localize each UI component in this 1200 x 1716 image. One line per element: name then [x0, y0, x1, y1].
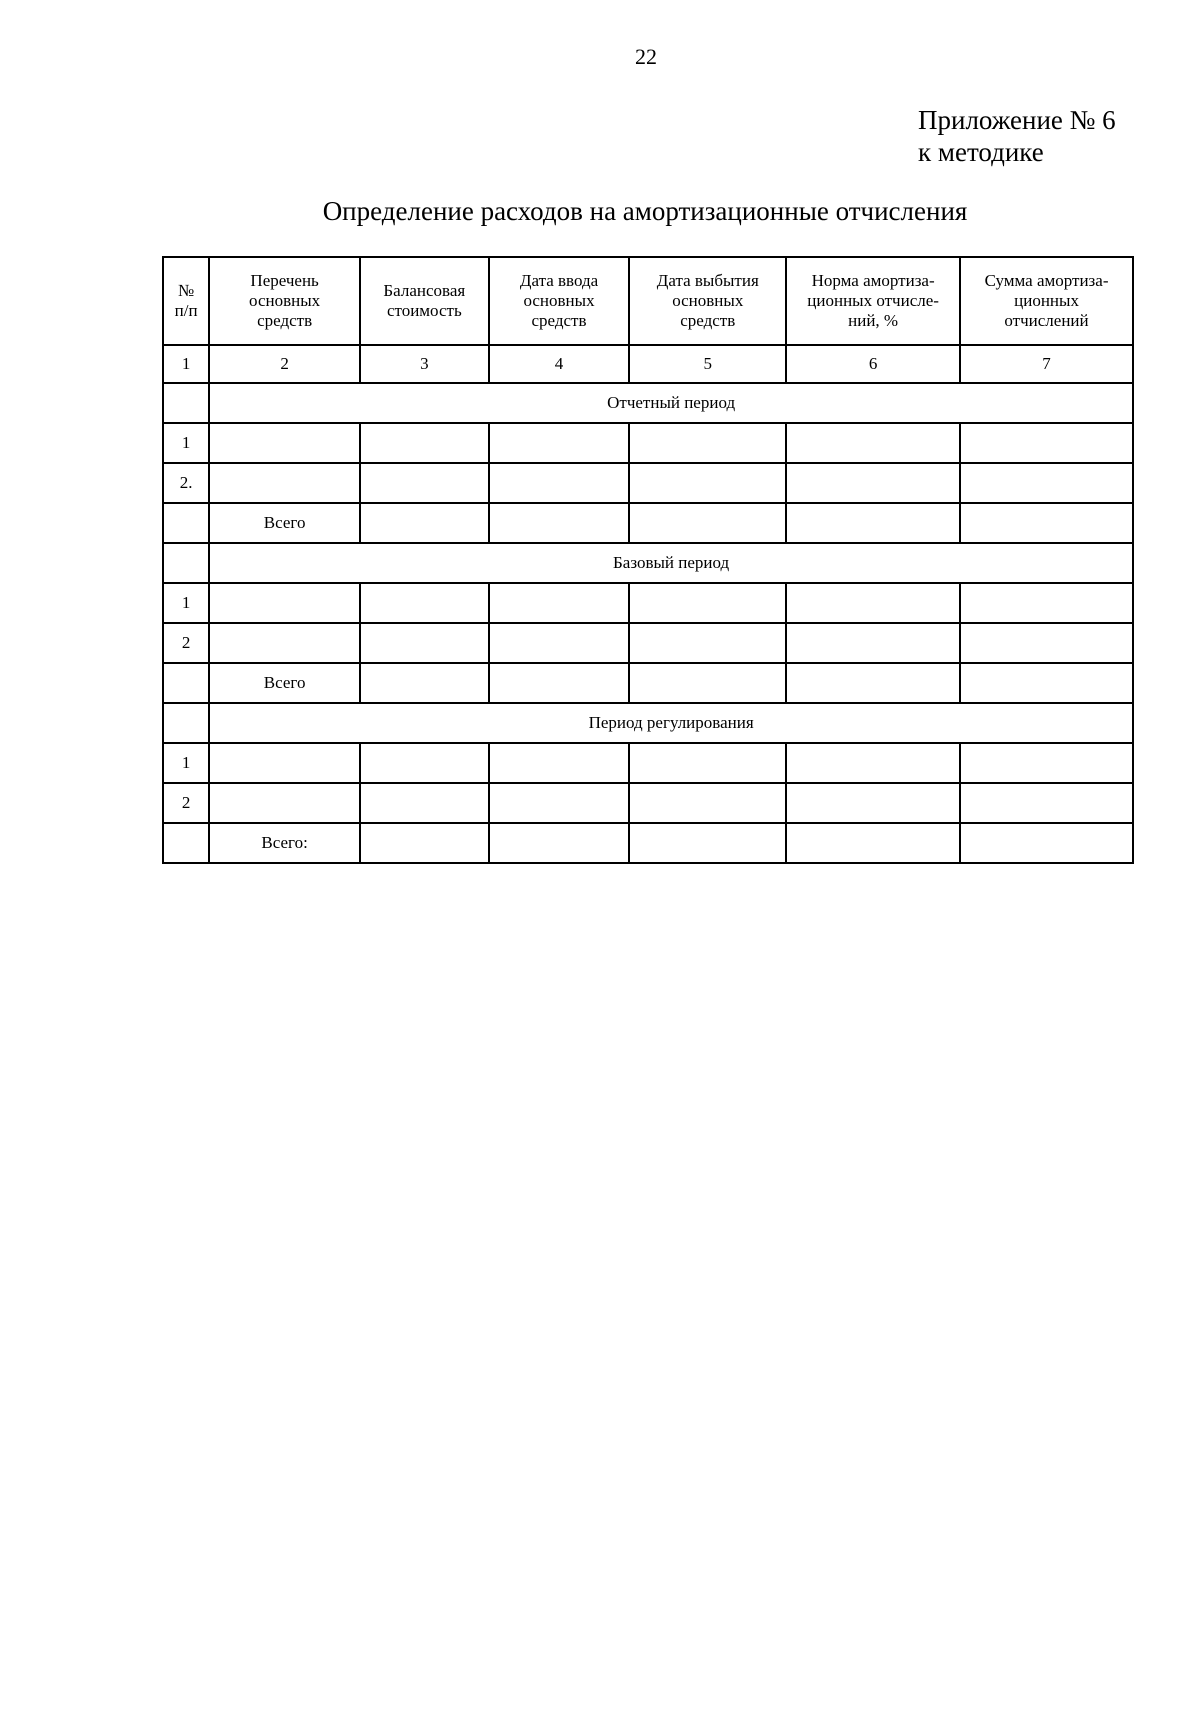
header-cell: Норма амортиза- ционных отчисле- ний, % — [786, 257, 960, 345]
table-cell — [629, 463, 786, 503]
header-cell: Перечень основных средств — [209, 257, 360, 345]
table-cell — [960, 423, 1133, 463]
table-cell — [360, 463, 489, 503]
table-cell — [786, 823, 960, 863]
appendix-line-1: Приложение № 6 — [918, 105, 1116, 135]
row-label: Всего — [209, 503, 360, 543]
row-label — [209, 423, 360, 463]
depreciation-table — [162, 256, 1134, 864]
table-cell — [360, 823, 489, 863]
table-row — [163, 583, 1133, 623]
table-cell — [786, 583, 960, 623]
table-row — [163, 463, 1133, 503]
table-cell — [360, 583, 489, 623]
section-title: Отчетный период — [209, 383, 1133, 423]
table-cell — [786, 663, 960, 703]
row-label: Всего: — [209, 823, 360, 863]
section-row-base-period — [163, 543, 1133, 583]
table-cell — [163, 383, 209, 423]
total-row — [163, 663, 1133, 703]
row-label — [209, 623, 360, 663]
table-cell — [960, 623, 1133, 663]
table-cell — [489, 423, 630, 463]
table-cell — [629, 783, 786, 823]
section-title: Период регулирования — [209, 703, 1133, 743]
table-cell — [629, 423, 786, 463]
section-row-reporting-period — [163, 383, 1133, 423]
row-number — [163, 503, 209, 543]
table-cell — [163, 543, 209, 583]
table-cell — [960, 823, 1133, 863]
appendix-reference — [918, 104, 1116, 168]
column-number-row — [163, 345, 1133, 383]
table-cell — [629, 743, 786, 783]
row-label — [209, 783, 360, 823]
table-row — [163, 623, 1133, 663]
column-number-cell: 3 — [360, 345, 489, 383]
column-number-cell: 4 — [489, 345, 630, 383]
table-cell — [786, 503, 960, 543]
table-cell — [489, 743, 630, 783]
table-cell — [960, 663, 1133, 703]
header-cell: Дата ввода основных средств — [489, 257, 630, 345]
column-number-cell: 1 — [163, 345, 209, 383]
total-row — [163, 823, 1133, 863]
table-cell — [360, 623, 489, 663]
table-cell — [960, 743, 1133, 783]
header-cell: Дата выбытия основных средств — [629, 257, 786, 345]
table-cell — [960, 783, 1133, 823]
row-number: 1 — [163, 423, 209, 463]
row-label — [209, 583, 360, 623]
table-cell — [489, 623, 630, 663]
column-number-cell: 6 — [786, 345, 960, 383]
table-cell — [629, 503, 786, 543]
table-cell — [360, 743, 489, 783]
header-cell: Балансовая стоимость — [360, 257, 489, 345]
row-number — [163, 663, 209, 703]
header-cell: № п/п — [163, 257, 209, 345]
table-cell — [489, 663, 630, 703]
table-cell — [960, 583, 1133, 623]
table-cell — [629, 663, 786, 703]
table-cell — [489, 823, 630, 863]
table-cell — [629, 583, 786, 623]
document-title: Определение расходов на амортизационные отчисления — [322, 196, 968, 226]
table-cell — [360, 503, 489, 543]
total-row — [163, 503, 1133, 543]
row-number: 2 — [163, 623, 209, 663]
column-number-cell: 7 — [960, 345, 1133, 383]
table-cell — [786, 623, 960, 663]
table-row — [163, 743, 1133, 783]
table-header-row — [163, 257, 1133, 345]
header-cell: Сумма амортиза- ционных отчислений — [960, 257, 1133, 345]
table-cell — [163, 703, 209, 743]
section-row-regulation-period — [163, 703, 1133, 743]
page-number: 22 — [635, 44, 657, 69]
row-number: 2. — [163, 463, 209, 503]
table-cell — [489, 783, 630, 823]
column-number-cell: 2 — [209, 345, 360, 383]
row-number: 1 — [163, 583, 209, 623]
table-cell — [360, 423, 489, 463]
table-cell — [960, 463, 1133, 503]
table-cell — [786, 783, 960, 823]
table-cell — [360, 783, 489, 823]
row-number — [163, 823, 209, 863]
table-cell — [629, 823, 786, 863]
row-number: 1 — [163, 743, 209, 783]
table-row — [163, 423, 1133, 463]
row-label — [209, 743, 360, 783]
column-number-cell: 5 — [629, 345, 786, 383]
table-cell — [786, 743, 960, 783]
table-row — [163, 783, 1133, 823]
section-title: Базовый период — [209, 543, 1133, 583]
table-cell — [629, 623, 786, 663]
table-cell — [489, 583, 630, 623]
table-cell — [489, 463, 630, 503]
table-cell — [360, 663, 489, 703]
table-cell — [489, 503, 630, 543]
table-cell — [960, 503, 1133, 543]
table-cell — [786, 423, 960, 463]
row-label: Всего — [209, 663, 360, 703]
table-cell — [786, 463, 960, 503]
appendix-line-2: к методике — [918, 137, 1044, 167]
row-number: 2 — [163, 783, 209, 823]
row-label — [209, 463, 360, 503]
